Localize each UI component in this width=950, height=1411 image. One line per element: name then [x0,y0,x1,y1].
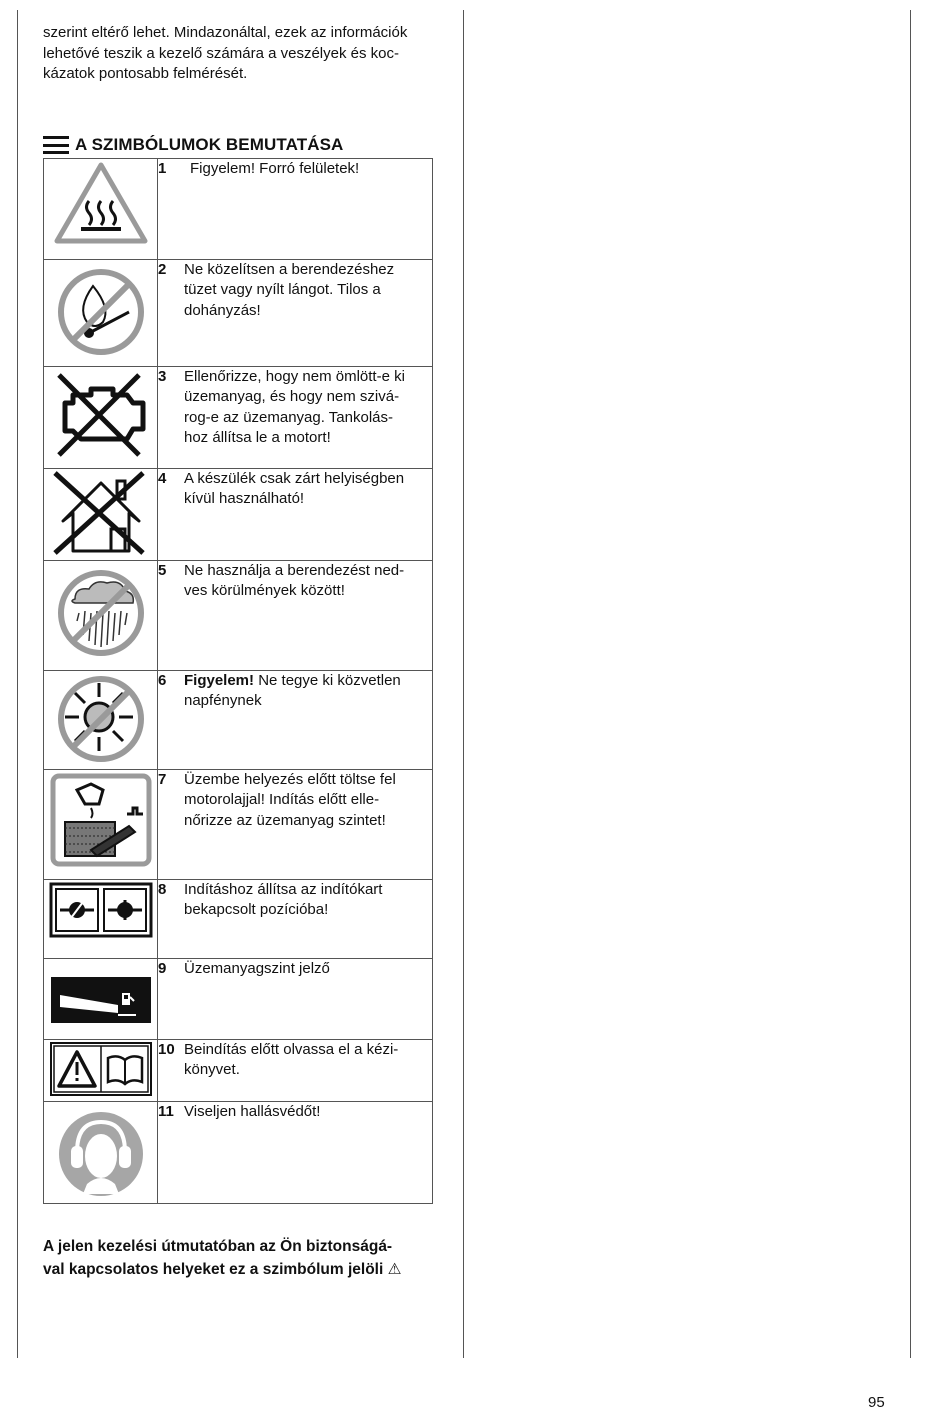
symbol-description [184,260,394,321]
symbol-text-cell [158,880,433,959]
symbol-number: 11 [158,1103,174,1120]
description-line: hoz állítsa le a motort! [184,429,331,447]
symbol-description [184,671,401,712]
symbol-description: Üzemanyagszint jelző [184,960,330,977]
symbol-text-cell [158,770,433,880]
read-manual-warning-icon [48,1040,154,1098]
table-row [44,469,433,561]
description-line: dohányzás! [184,301,261,319]
symbol-description [184,1040,398,1081]
description-line: A készülék csak zárt helyiségben [184,470,405,487]
symbol-text-cell [158,959,433,1040]
symbol-number: 8 [158,881,167,898]
symbol-description: Viseljen hallásvédőt! [184,1103,321,1120]
table-row [44,880,433,959]
no-open-flame-icon [51,260,151,360]
description-line: Ellenőrizze, hogy nem ömlött-e ki [184,368,405,385]
description-line: Ne tegye ki közvetlen [254,672,401,689]
description-line: rog-e az üzemanyag. Tankolás- [184,408,394,426]
column-divider [463,10,464,1358]
menu-lines-icon [43,136,69,154]
symbol-cell [44,1102,158,1204]
description-line: Indításhoz állítsa az indítókart [184,881,383,898]
safety-note [43,1236,438,1281]
symbol-description [184,469,404,510]
symbol-cell [44,880,158,959]
description-line: napfénynek [184,692,262,710]
symbol-number: 5 [158,562,167,579]
description-line: könyvet. [184,1061,240,1079]
description-line: Ne közelítsen a berendezéshez [184,261,395,278]
safety-note-line: A jelen kezelési útmutatóban az Ön biztonságá- [43,1238,393,1255]
no-direct-sunlight-icon [51,671,151,767]
description-line: bekapcsolt pozícióba! [184,901,329,919]
safety-note-text: val kapcsolatos helyeket ez a szimbólum jelöli [43,1261,384,1278]
table-row [44,1102,433,1204]
description-line: kívül használható! [184,490,305,508]
table-row [44,260,433,367]
description-bold: Figyelem! [184,672,255,689]
engine-off-refuel-icon [51,367,151,463]
start-switch-on-icon [48,880,154,940]
symbols-table [43,158,433,1204]
intro-paragraph [43,23,438,85]
no-rain-icon [51,561,151,661]
symbol-cell [44,469,158,561]
description-line: üzemanyag, és hogy nem szivá- [184,388,400,406]
description-line: Ne használja a berendezést ned- [184,562,405,579]
section-title: A SZIMBÓLUMOK BEMUTATÁSA [75,135,344,154]
symbol-cell [44,561,158,671]
symbol-number: 2 [158,261,167,278]
symbol-number: 1 [158,160,167,177]
oil-fill-check-icon [47,770,155,870]
symbol-description: Figyelem! Forró felületek! [190,160,360,177]
warning-triangle-icon: ⚠ [387,1260,402,1278]
right-margin-line [910,10,911,1358]
symbol-cell [44,260,158,367]
description-line: motorolajjal! Indítás előtt elle- [184,791,380,809]
hot-surface-warning-icon [51,159,151,249]
description-line: Beindítás előtt olvassa el a kézi- [184,1041,399,1058]
no-indoor-use-icon [51,469,151,557]
intro-line: szerint eltérő lehet. Mindazonáltal, ezek az információk [43,24,408,41]
symbol-cell [44,159,158,260]
symbol-cell [44,671,158,770]
symbol-cell [44,367,158,469]
symbol-description [184,561,404,602]
left-margin-line [17,10,18,1358]
description-line: tüzet vagy nyílt lángot. Tilos a [184,281,381,299]
description-line: ves körülmények között! [184,582,345,600]
symbol-number: 3 [158,368,167,385]
table-row [44,959,433,1040]
symbol-cell [44,1040,158,1102]
section-heading [43,134,343,156]
table-row [44,367,433,469]
description-line: Üzembe helyezés előtt töltse fel [184,771,396,788]
symbol-number: 10 [158,1041,175,1058]
table-row [44,159,433,260]
page-number: 95 [868,1394,885,1411]
symbol-text-cell [158,260,433,367]
description-line: nőrizze az üzemanyag szintet! [184,811,386,829]
symbol-description [184,880,382,921]
table-row [44,770,433,880]
safety-note-line-2 [43,1258,438,1281]
symbol-text-cell [158,671,433,770]
hearing-protection-icon [51,1102,151,1202]
symbol-cell [44,770,158,880]
table-row [44,1040,433,1102]
table-row [44,561,433,671]
intro-line: kázatok pontosabb felmérését. [43,65,248,83]
symbol-number: 7 [158,771,167,788]
symbol-text-cell [158,561,433,671]
symbol-text-cell [158,469,433,561]
symbol-text-cell [158,159,433,260]
fuel-level-gauge-icon [48,959,154,1029]
symbol-description [184,770,396,831]
intro-line: lehetővé teszik a kezelő számára a veszélyek és koc- [43,44,399,62]
symbol-description [184,367,405,449]
symbol-text-cell [158,367,433,469]
symbol-number: 6 [158,672,167,689]
symbol-number: 9 [158,960,167,977]
symbol-text-cell [158,1102,433,1204]
table-row [44,671,433,770]
symbol-text-cell [158,1040,433,1102]
symbol-number: 4 [158,470,167,487]
symbol-cell [44,959,158,1040]
